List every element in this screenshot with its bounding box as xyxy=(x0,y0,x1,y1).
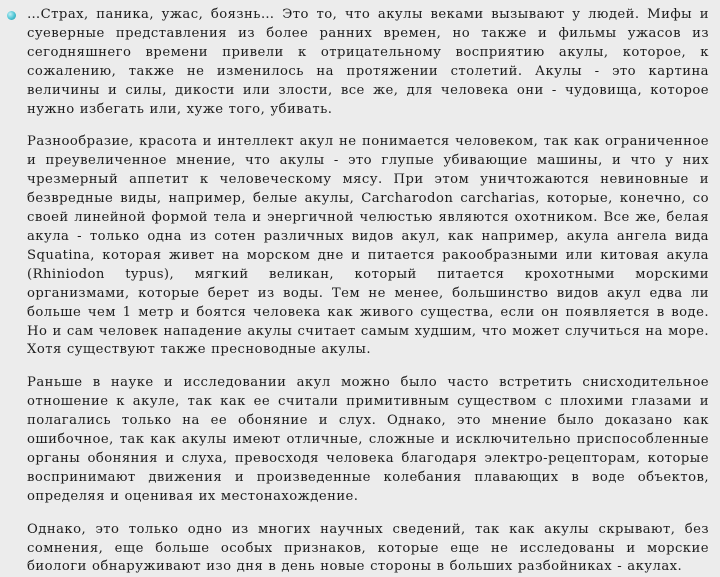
paragraph-conclusion: Однако, это только одно из многих научных сведений, так как акулы скрывают, без сомнения, еще больше особых признаков, которые еще не исследованы и морские биологи обнаруживают изо дня в день новые стороны в больших разбойниках - акулах. xyxy=(27,521,709,575)
round-bullet-icon xyxy=(7,11,16,20)
paragraph-diversity: Разнообразие, красота и интеллект акул не понимается человеком, так как ограниченное и преувеличенное мнение, что акулы - это глупые убивающие машины, и что у них чрезмерный аппетит к человеческому мясу. При этом уничтожаются невиновные и безвредные виды, например, белые акулы, Carcharodon carcharias, которые, конечно, со своей линейной формой тела и энергичной челюстью являются охотником. Все же, белая акула - только одна из сотен различных видов акул, как например, акула ангела вида Squatina, которая живет на морском дне и питается ракообразными или китовая акула (Rhiniodon typus), мягкий великан, который питается крохотными морскими организмами, которые берет из воды. Тем не менее, большинство видов акул едва ли больше чем 1 метр и боятся человека как живого существа, если он появляется в воде. Но и сам человек нападение акулы считает самым худшим, что может случиться на море. Хотя существуют также пресноводные акулы. xyxy=(27,134,709,358)
paragraph-science: Раньше в науке и исследовании акул можно было часто встретить снисходительное отношение к акуле, так как ее считали примитивным существом с плохими глазами и полагались только на ее обоняние и слух. Однако, это мнение было доказано как ошибочное, так как акулы имеют отличные, сложные и исключительно приспособленные органы обоняния и слуха, превосходя человека благодаря электро-рецепторам, которые воспринимают движения и произведенные колебания плавающих в воде объектов, определяя и оценивая их местонахождение. xyxy=(27,375,709,504)
paragraph-intro: …Страх, паника, ужас, боязнь… Это то, что акулы веками вызывают у людей. Мифы и суеверные представления из более ранних времен, но также и фильмы ужасов из сегодняшнего времени привели к отрицательному восприятию акулы, которое, к сожалению, также не изменилось на протяжении столетий. Акулы - это картина величины и силы, дикости или злости, все же, для человека они - чудовища, которое нужно избегать или, хуже того, убивать. xyxy=(27,7,709,117)
slide-text-body xyxy=(27,6,709,577)
